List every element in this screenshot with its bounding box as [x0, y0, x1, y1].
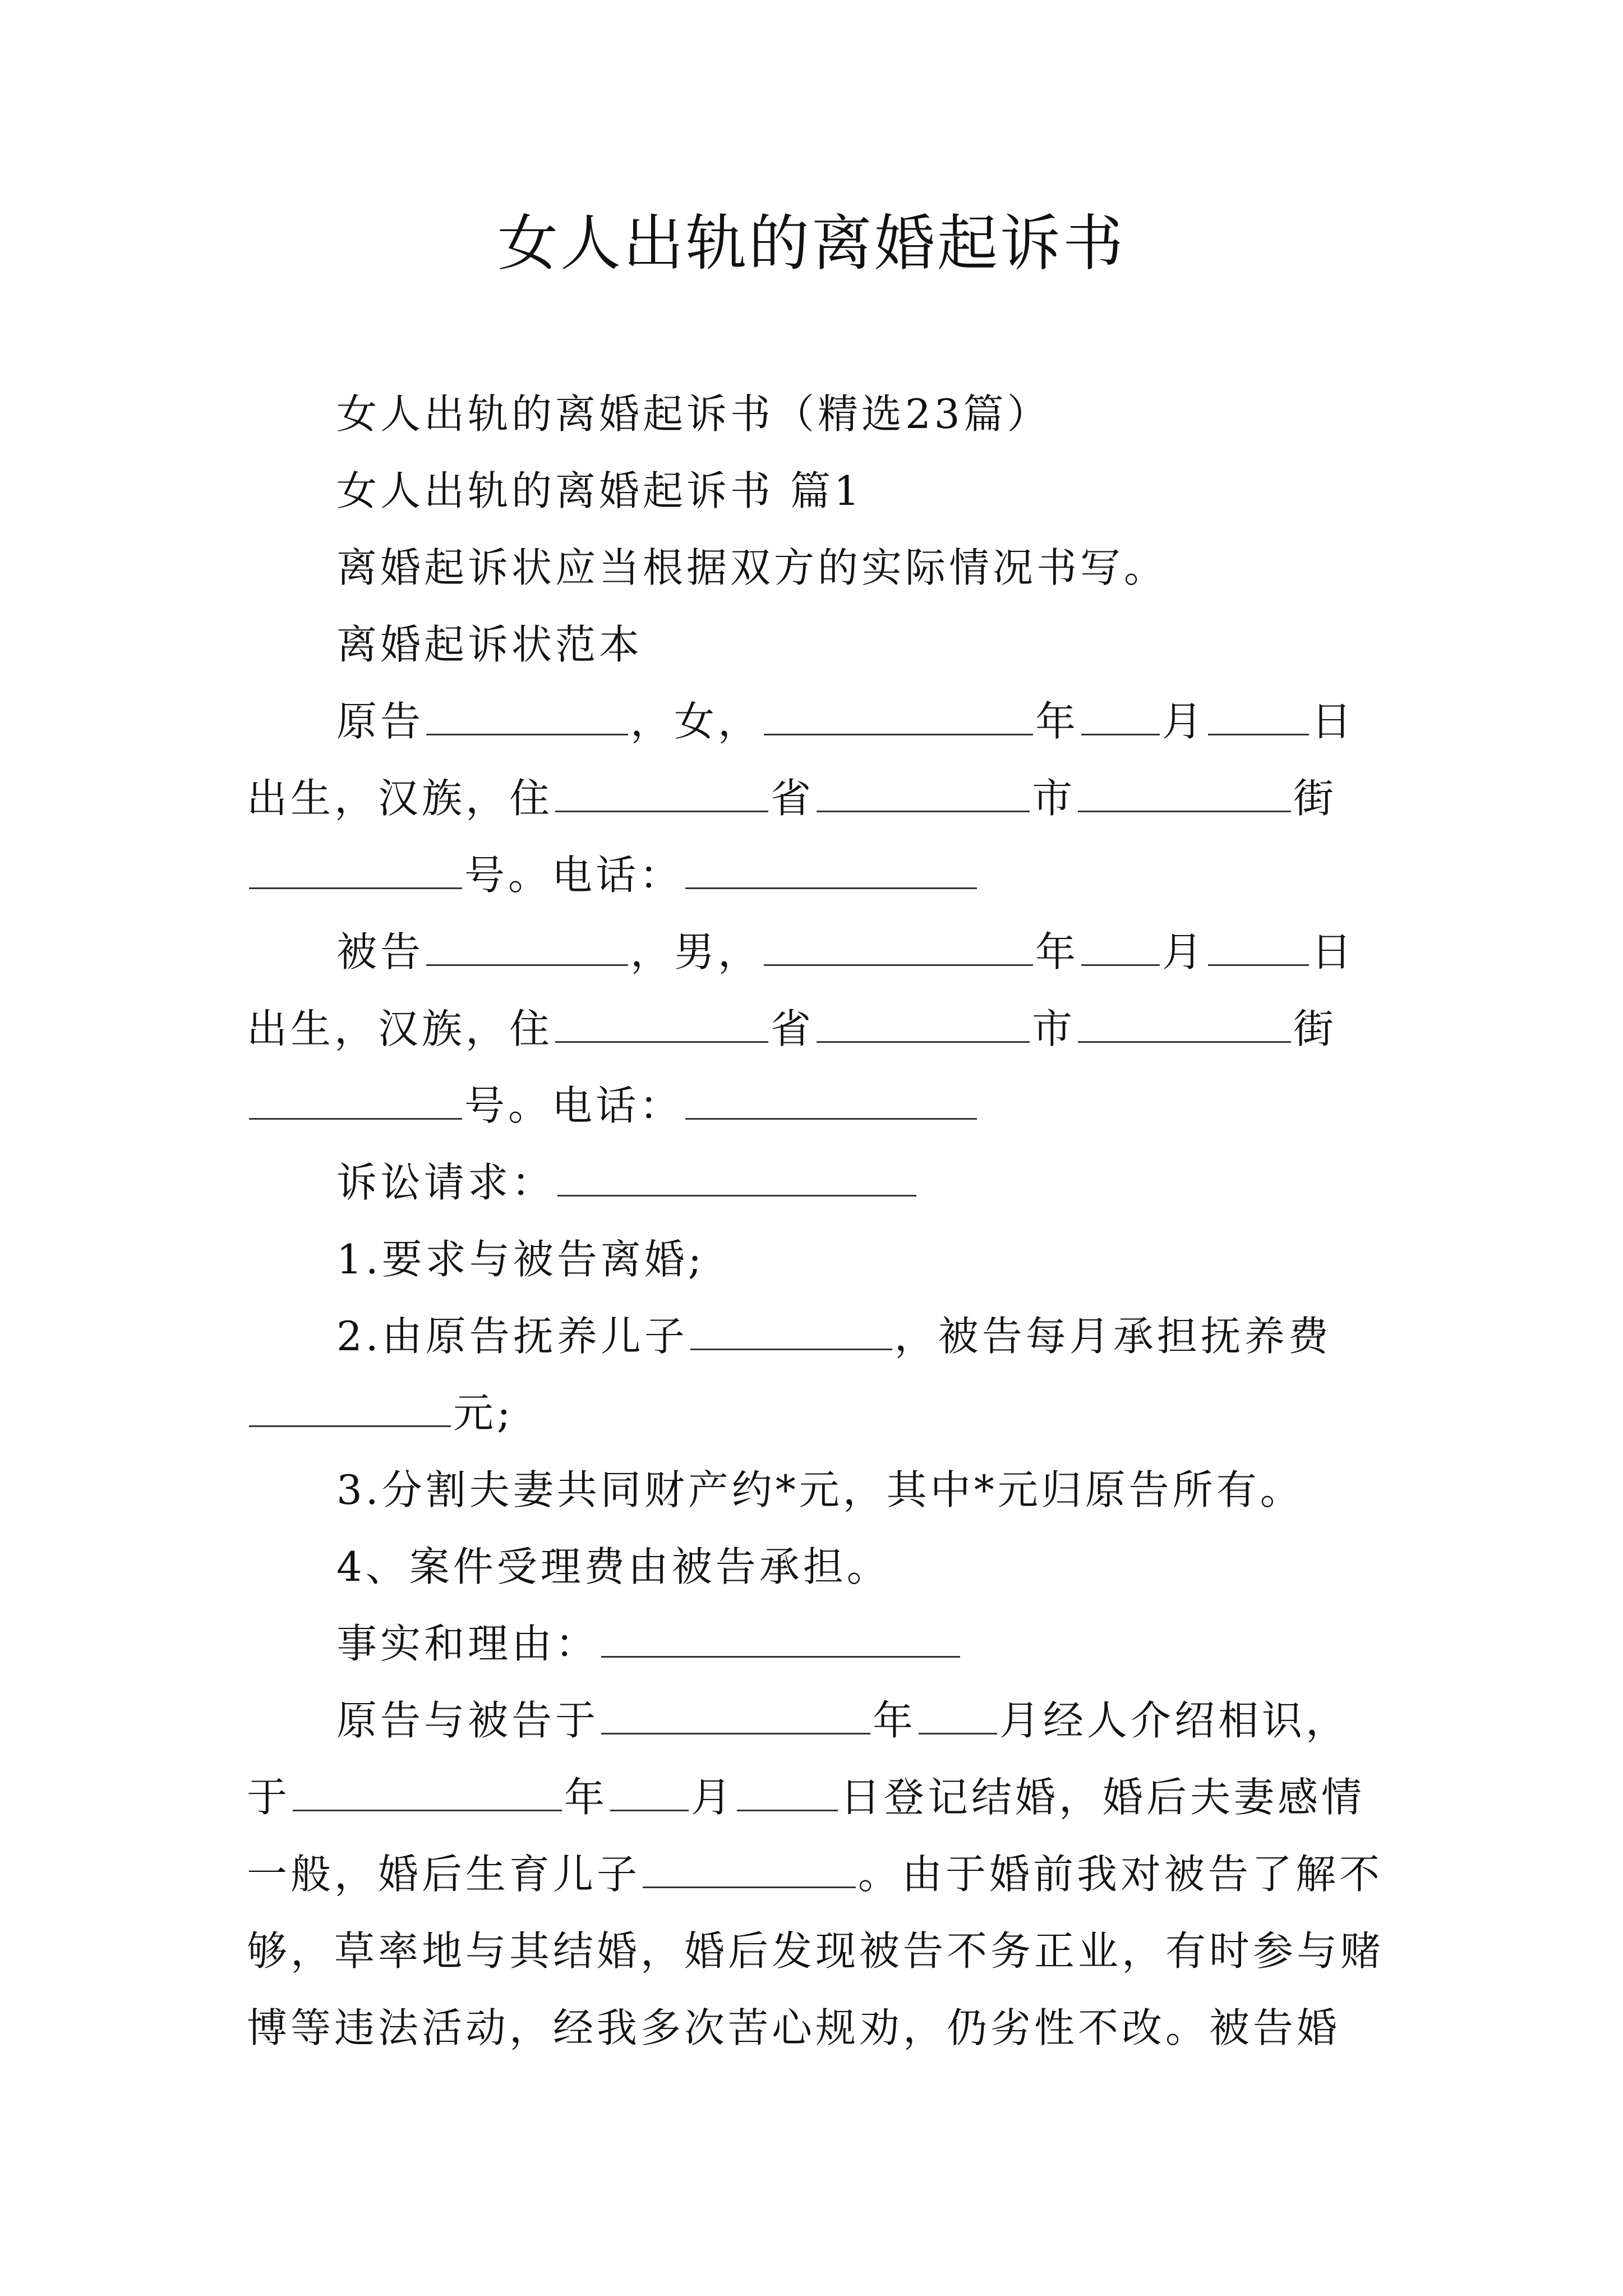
- defendant-gender: ，男，: [630, 928, 762, 976]
- facts-month2-label: 月: [691, 1774, 735, 1821]
- defendant-year-blank: [764, 928, 1033, 966]
- plaintiff-number-blank: [249, 851, 462, 889]
- plaintiff-month-blank: [1081, 697, 1160, 735]
- plaintiff-phone-label: 号。电话：: [464, 852, 684, 899]
- claim-2: [247, 1298, 1386, 1452]
- facts-year1-blank: [601, 1696, 870, 1734]
- plaintiff-birth-text: 日出生，汉族，住: [247, 698, 1355, 822]
- facts-year2-blank: [293, 1773, 562, 1811]
- facts-day2-blank: [737, 1773, 838, 1811]
- facts-label: 事实和理由：: [336, 1620, 600, 1667]
- section-heading: 女人出轨的离婚起诉书 篇1: [336, 467, 863, 514]
- claim-3-text: 3.分割夫妻共同财产约*元，其中*元归原告所有。: [336, 1466, 1304, 1513]
- claims-blank: [557, 1158, 916, 1197]
- facts-year2-label: 年: [564, 1774, 608, 1821]
- claim-3: [247, 1452, 1386, 1529]
- plaintiff-province-label: 省: [771, 775, 815, 822]
- defendant-day-blank: [1208, 928, 1309, 966]
- defendant-number-blank: [249, 1082, 462, 1120]
- claim-2-amount-blank: [249, 1389, 451, 1427]
- defendant-city-blank: [817, 1005, 1030, 1043]
- plaintiff-month-label: 月: [1162, 698, 1206, 745]
- plaintiff-city-label: 市: [1032, 775, 1076, 822]
- claim-2-text-c: 元;: [453, 1389, 514, 1437]
- template-heading-line: [247, 606, 1386, 683]
- facts-text-b: 月经人介绍相识，于: [247, 1697, 1350, 1821]
- facts-month2-blank: [610, 1773, 689, 1811]
- claims-label: 诉讼请求：: [336, 1159, 556, 1206]
- claim-2-son-blank: [690, 1312, 892, 1350]
- claim-1: [247, 1221, 1386, 1298]
- plaintiff-province-blank: [555, 774, 768, 812]
- document-title: 女人出轨的离婚起诉书: [497, 209, 1126, 279]
- plaintiff-paragraph: [247, 683, 1386, 914]
- plaintiff-city-blank: [817, 774, 1030, 812]
- claim-2-text-a: 2.由原告抚养儿子: [336, 1313, 688, 1360]
- intro-line: [247, 530, 1386, 606]
- defendant-label: 被告: [336, 928, 425, 976]
- defendant-month-blank: [1081, 928, 1160, 966]
- facts-paragraph: [247, 1682, 1386, 2067]
- claim-4: [247, 1529, 1386, 1605]
- plaintiff-street-blank: [1078, 774, 1291, 812]
- facts-blank: [601, 1619, 960, 1658]
- defendant-province-label: 省: [771, 1005, 815, 1052]
- facts-text-c: 日登记结婚，婚后夫妻感情一般，婚后生育儿子: [247, 1774, 1366, 1898]
- plaintiff-day-blank: [1208, 697, 1309, 735]
- facts-month1-blank: [919, 1696, 997, 1734]
- defendant-phone-blank: [685, 1082, 977, 1120]
- subtitle-line: [247, 376, 1386, 453]
- defendant-name-blank: [426, 928, 628, 966]
- defendant-street-label: 街: [1293, 1005, 1338, 1052]
- template-heading: 离婚起诉状范本: [336, 621, 643, 668]
- subtitle: 女人出轨的离婚起诉书（精选23篇）: [336, 390, 1051, 438]
- plaintiff-name-blank: [426, 697, 628, 735]
- facts-text-d: 。由于婚前我对被告了解不够，草率地与其结婚，婚后发现被告不务正业，有时参与赌博等违法活动，经我多次苦心规劝，仍劣性不改。被告婚: [247, 1851, 1385, 2051]
- claim-2-text-b: ，被告每月承担抚养费: [894, 1313, 1332, 1360]
- facts-text-a: 原告与被告于: [336, 1697, 600, 1744]
- section-heading-line: [247, 453, 1386, 530]
- defendant-phone-label: 号。电话：: [464, 1082, 684, 1129]
- plaintiff-street-label: 街: [1293, 775, 1338, 822]
- intro-text: 离婚起诉状应当根据双方的实际情况书写。: [336, 544, 1168, 591]
- facts-year1-label: 年: [873, 1697, 917, 1744]
- facts-line: [247, 1605, 1386, 1682]
- plaintiff-gender: ，女，: [630, 698, 762, 745]
- defendant-month-label: 月: [1162, 928, 1206, 976]
- defendant-year-label: 年: [1035, 928, 1080, 976]
- defendant-street-blank: [1078, 1005, 1291, 1043]
- defendant-province-blank: [555, 1005, 768, 1043]
- defendant-birth-text: 日出生，汉族，住: [247, 928, 1355, 1052]
- facts-son-blank: [643, 1850, 856, 1888]
- claims-line: [247, 1144, 1386, 1221]
- claim-4-text: 4、案件受理费由被告承担。: [336, 1543, 891, 1590]
- defendant-paragraph: [247, 914, 1386, 1144]
- claim-1-text: 1.要求与被告离婚;: [336, 1236, 705, 1283]
- plaintiff-label: 原告: [336, 698, 425, 745]
- plaintiff-year-blank: [764, 697, 1033, 735]
- plaintiff-year-label: 年: [1035, 698, 1080, 745]
- plaintiff-phone-blank: [685, 851, 977, 889]
- defendant-city-label: 市: [1032, 1005, 1076, 1052]
- document-body: [247, 376, 1386, 2067]
